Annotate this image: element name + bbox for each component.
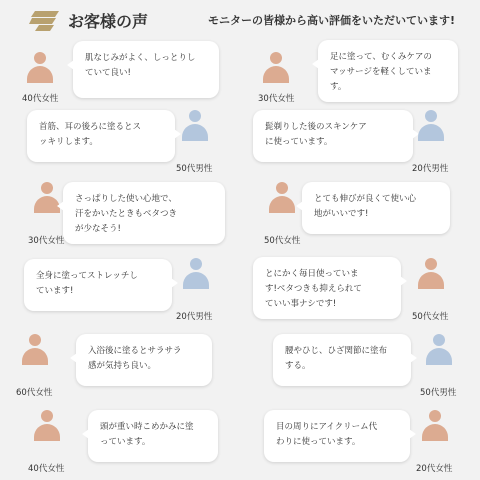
testimonial-card xyxy=(0,180,240,252)
testimonial-bubble: とにかく毎日使っていま す!ベタつきも抑えられて ていい事ナシです! xyxy=(253,257,401,319)
male-avatar-icon xyxy=(183,258,209,289)
testimonial-card xyxy=(240,252,480,324)
testimonial-bubble: 髭剃りした後のスキンケア に使っています。 xyxy=(253,110,413,162)
testimonial-bubble: 全身に塗ってストレッチし ています! xyxy=(24,259,172,311)
female-avatar-icon xyxy=(22,334,48,365)
testimonial-card xyxy=(0,36,240,108)
testimonial-bubble: 腰やひじ、ひざ関節に塗布 する。 xyxy=(273,334,411,386)
female-avatar-icon xyxy=(418,258,444,289)
logo-icon xyxy=(29,11,59,31)
testimonial-card xyxy=(240,108,480,180)
female-avatar-icon xyxy=(263,52,289,83)
testimonial-bubble: 入浴後に塗るとサラサラ 感が気持ち良い。 xyxy=(76,334,212,386)
female-avatar-icon xyxy=(422,410,448,441)
female-avatar-icon xyxy=(269,182,295,213)
testimonial-card xyxy=(240,324,480,396)
testimonial-label: 30代女性 xyxy=(28,236,65,246)
male-avatar-icon xyxy=(418,110,444,141)
testimonial-bubble: 首筋、耳の後ろに塗るとス ッキリします。 xyxy=(27,110,175,162)
testimonial-bubble: 肌なじみがよく、しっとりし ていて良い! xyxy=(73,41,219,98)
testimonial-bubble: 頭が重い時こめかみに塗 っています。 xyxy=(88,410,218,462)
male-avatar-icon xyxy=(426,334,452,365)
testimonial-bubble: とても伸びが良くて使い心 地がいいです! xyxy=(302,182,450,234)
testimonial-label: 50代男性 xyxy=(420,388,457,398)
testimonial-card xyxy=(240,36,480,108)
testimonial-card xyxy=(0,324,240,396)
testimonial-label: 20代男性 xyxy=(412,164,449,174)
page-subtitle: モニターの皆様から高い評価をいただいています! xyxy=(208,14,456,27)
testimonial-label: 50代女性 xyxy=(412,312,449,322)
testimonial-card xyxy=(0,108,240,180)
testimonial-bubble: 足に塗って、むくみケアの マッサージを軽くしていま す。 xyxy=(318,40,458,102)
testimonial-card xyxy=(0,396,240,474)
testimonial-card xyxy=(0,252,240,324)
testimonial-label: 20代男性 xyxy=(176,312,213,322)
testimonial-bubble: 目の周りにアイクリーム代 わりに使っています。 xyxy=(264,410,410,462)
header xyxy=(0,0,480,36)
testimonial-card xyxy=(240,180,480,252)
testimonial-label: 40代女性 xyxy=(28,464,65,474)
testimonial-label: 50代男性 xyxy=(176,164,213,174)
testimonial-card xyxy=(240,396,480,474)
testimonial-label: 40代女性 xyxy=(22,94,59,104)
female-avatar-icon xyxy=(27,52,53,83)
testimonial-bubble: さっぱりした使い心地で、 汗をかいたときもベタつき が少なそう! xyxy=(63,182,225,244)
testimonial-label: 20代女性 xyxy=(416,464,453,474)
male-avatar-icon xyxy=(182,110,208,141)
female-avatar-icon xyxy=(34,410,60,441)
page-title: お客様の声 xyxy=(68,12,149,31)
testimonial-label: 50代女性 xyxy=(264,236,301,246)
testimonial-label: 30代女性 xyxy=(258,94,295,104)
testimonial-label: 60代女性 xyxy=(16,388,53,398)
